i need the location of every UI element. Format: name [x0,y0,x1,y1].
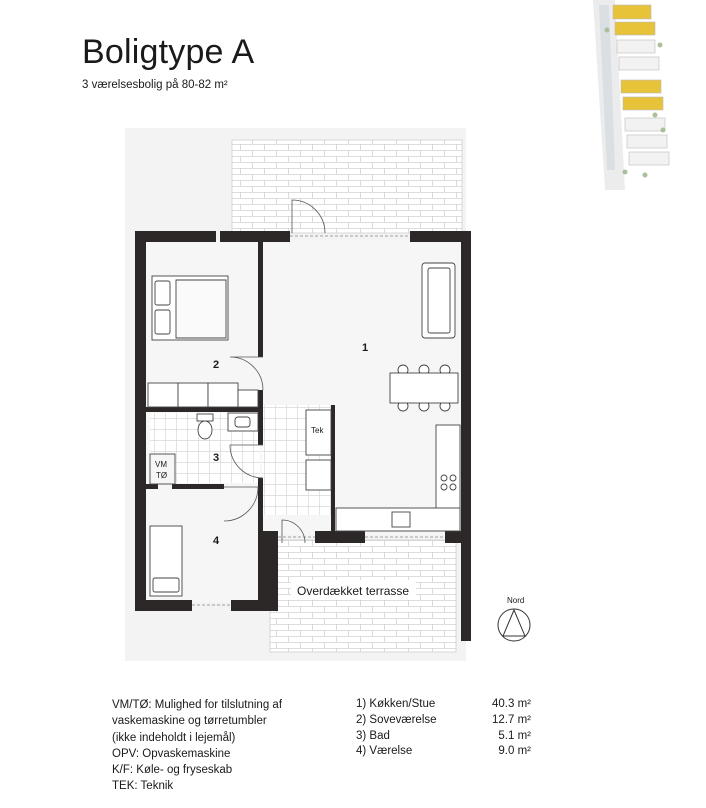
area-row [356,713,531,729]
page-subtitle: 3 værelsesbolig på 80-82 m² [82,79,228,91]
room-number-1: 1 [362,342,369,354]
upper-terrace [232,140,462,233]
north-arrow [498,596,530,641]
area-row [356,744,531,760]
vm-label: VM [155,460,167,469]
dining-table [390,365,458,411]
area-row [356,729,531,745]
legend-line: VM/TØ: Mulighed for tilslutning af [112,699,283,711]
sofa [422,263,455,338]
room-number-2: 2 [213,359,220,371]
legend-line: (ikke indeholdt i lejemål) [112,731,236,744]
legend-line: vaskemaskine og tørretumbler [112,715,267,728]
room-number-4: 4 [213,535,220,547]
terrace-label: Overdækket terrasse [297,584,410,598]
tek-label: Tek [311,426,324,435]
legend-line: K/F: Køle- og fryseskab [112,764,233,777]
to-label: TØ [156,471,168,480]
area-value: 12.7 m² [492,713,531,726]
area-value: 9.0 m² [498,745,531,758]
area-name: 4) Værelse [356,745,413,758]
legend [112,697,332,795]
area-name: 2) Soveværelse [356,713,437,726]
area-name: 3) Bad [356,729,390,742]
area-name: 1) Køkken/Stue [356,698,436,710]
page-title: Boligtype A [82,33,255,71]
tek-cupboard [306,410,331,490]
area-value: 5.1 m² [498,729,531,742]
double-bed [152,276,228,340]
legend-line: TEK: Teknik [112,780,174,793]
north-label: Nord [507,596,525,605]
single-bed [150,526,182,596]
legend-line: OPV: Opvaskemaskine [112,747,231,760]
area-table [356,697,531,760]
room-number-3: 3 [213,452,220,464]
area-row [356,697,531,713]
area-value: 40.3 m² [492,698,531,710]
site-map [585,0,691,190]
